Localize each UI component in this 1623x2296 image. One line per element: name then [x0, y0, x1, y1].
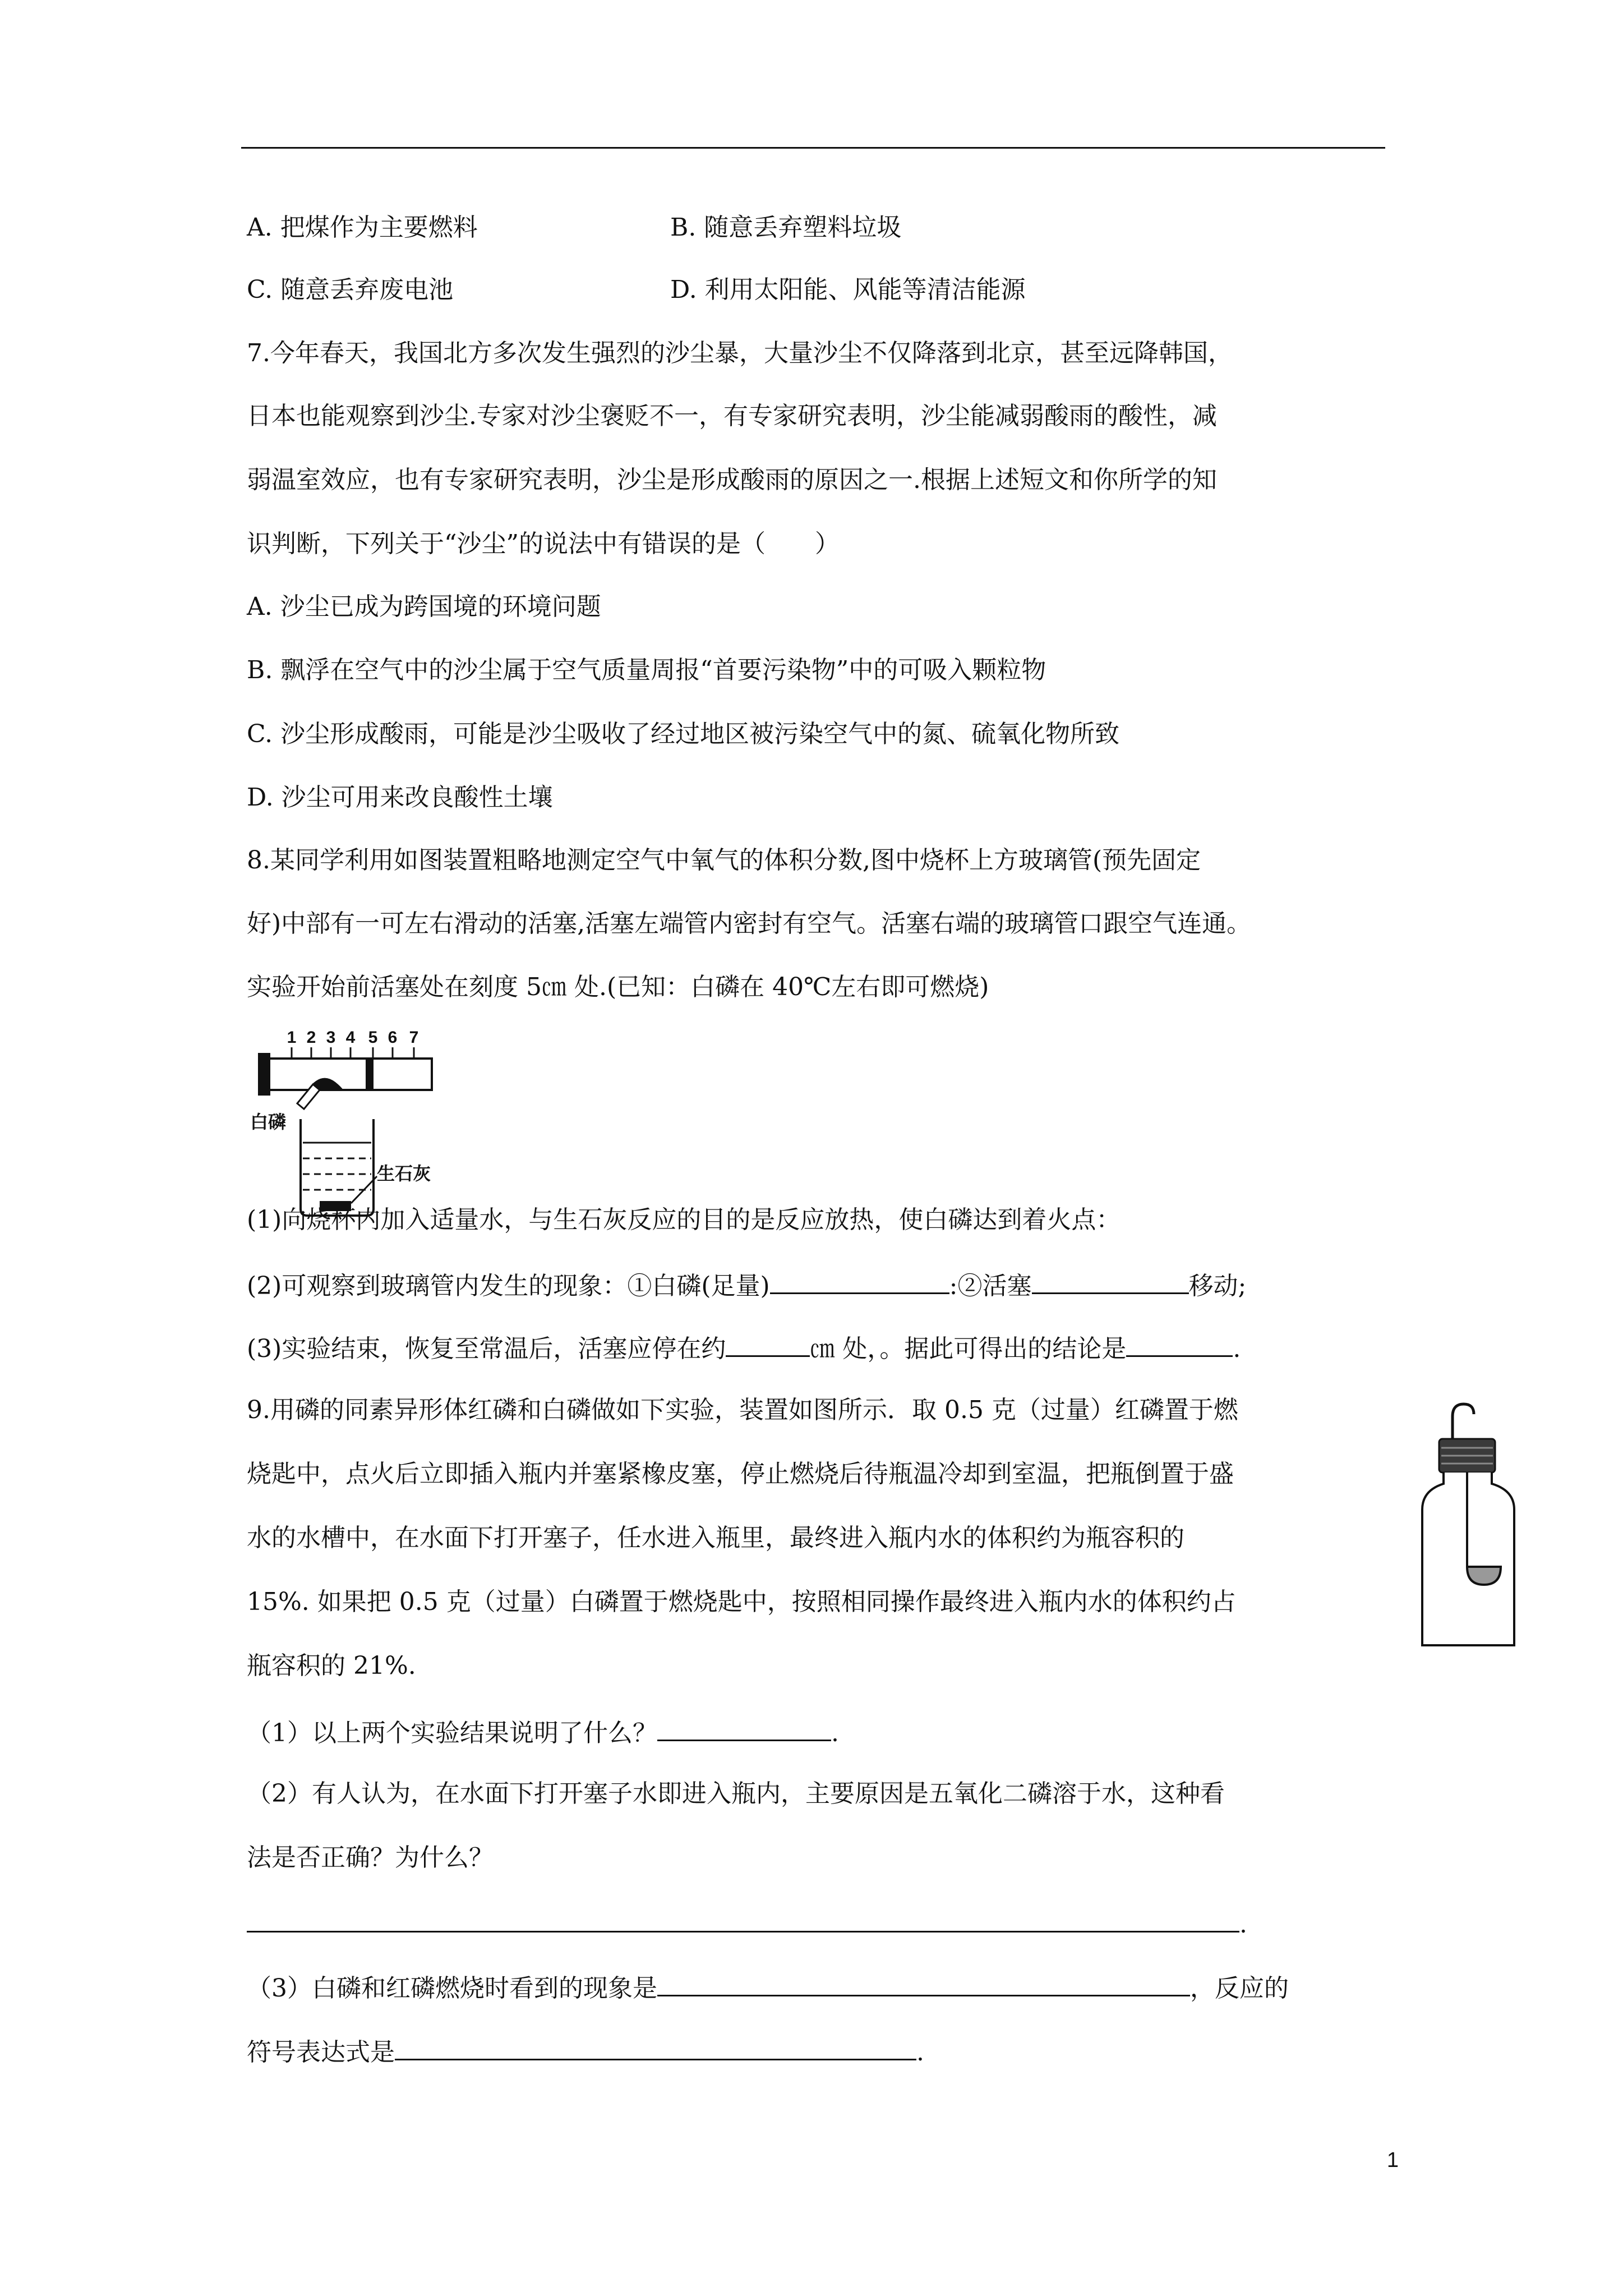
q9-sub-3-text-a: （3）白磷和红磷燃烧时看到的现象是	[247, 1974, 657, 2003]
combustion-spoon	[1467, 1567, 1501, 1585]
q8-apparatus-figure	[247, 1024, 516, 1287]
header-rule	[241, 147, 1385, 149]
glass-tube	[264, 1059, 432, 1090]
q8-sub-2	[247, 1267, 1246, 1303]
q9-line-2: 烧匙中，点火后立即插入瓶内并塞紧橡皮塞，停止燃烧后待瓶温冷却到室温，把瓶倒置于盛	[247, 1460, 1234, 1488]
page-number: 1	[1386, 2148, 1399, 2172]
q9-line-1: 9.用磷的同素异形体红磷和白磷做如下实验，装置如图所示．取 0.5 克（过量）红磷置于燃	[247, 1396, 1238, 1424]
label-quicklime: 生石灰	[377, 1163, 431, 1184]
q8-sub-1: (1)向烧杯内加入适量水，与生石灰反应的目的是反应放热，使白磷达到着火点：	[247, 1205, 1121, 1234]
q8-blank-conclusion[interactable]	[1126, 1329, 1233, 1357]
q9-line-3: 水的水槽中，在水面下打开塞子，任水进入瓶里，最终进入瓶内水的体积约为瓶容积的	[247, 1524, 1184, 1552]
q8-sub-2-text-b: :②活塞	[949, 1272, 1032, 1300]
q9-sub-3-line-1	[247, 1969, 1289, 2005]
q9-line-4: 15%. 如果把 0.5 克（过量）白磷置于燃烧匙中，按照相同操作最终进入瓶内水的体积约占	[247, 1588, 1236, 1616]
scale-numbers	[287, 1028, 419, 1047]
scale-3: 3	[326, 1028, 336, 1047]
q8-sub-2-text-a: (2)可观察到玻璃管内发生的现象：①白磷(足量)	[247, 1272, 770, 1300]
q8-sub-3-text-b: ㎝ 处，。据此可得出的结论是	[810, 1335, 1127, 1363]
q7-option-b: B. 飘浮在空气中的沙尘属于空气质量周报“首要污染物”中的可吸入颗粒物	[247, 656, 1046, 684]
water-lines	[303, 1143, 371, 1190]
scale-1: 1	[287, 1028, 297, 1047]
scale-4: 4	[345, 1028, 356, 1047]
q6-option-b: B. 随意丢弃塑料垃圾	[670, 213, 902, 242]
q8-line-2: 好)中部有一可左右滑动的活塞,活塞左端管内密封有空气。活塞右端的玻璃管口跟空气连通。	[247, 909, 1252, 938]
q7-line-2: 日本也能观察到沙尘.专家对沙尘褒贬不一，有专家研究表明，沙尘能减弱酸雨的酸性，减	[247, 402, 1217, 430]
q7-option-d: D. 沙尘可用来改良酸性土壤	[247, 783, 553, 812]
q8-blank-phosphorus[interactable]	[770, 1267, 949, 1294]
q8-blank-scale[interactable]	[726, 1329, 810, 1357]
q9-blank-reason[interactable]	[247, 1905, 1239, 1932]
q8-sub-3-text-a: (3)实验结束，恢复至常温后，活塞应停在约	[247, 1335, 726, 1363]
label-white-phosphorus: 白磷	[250, 1112, 287, 1132]
q6-option-d: D. 利用太阳能、风能等清洁能源	[670, 275, 1026, 304]
q9-sub-2-answer	[247, 1905, 1247, 1941]
q7-line-4: 识判断，下列关于“沙尘”的说法中有错误的是（ ）	[247, 530, 840, 558]
q8-line-1: 8.某同学利用如图装置粗略地测定空气中氧气的体积分数,图中烧杯上方玻璃管(预先固定	[247, 846, 1201, 875]
q7-option-c: C. 沙尘形成酸雨，可能是沙尘吸收了经过地区被污染空气中的氮、硫氧化物所致	[247, 720, 1120, 748]
q8-blank-piston[interactable]	[1032, 1267, 1189, 1294]
q9-sub-2-end: .	[1239, 1910, 1247, 1939]
q9-sub-3-text-d: .	[916, 2038, 924, 2067]
q9-sub-1-text: （1）以上两个实验结果说明了什么？	[247, 1719, 657, 1747]
q9-sub-3-line-2	[247, 2033, 924, 2069]
q7-line-3: 弱温室效应，也有专家研究表明，沙尘是形成酸雨的原因之一.根据上述短文和你所学的知	[247, 466, 1217, 494]
tube-stopper	[258, 1053, 270, 1096]
scale-7: 7	[409, 1028, 419, 1047]
scale-2: 2	[306, 1028, 316, 1047]
q8-line-3: 实验开始前活塞处在刻度 5㎝ 处.(已知：白磷在 40℃左右即可燃烧)	[247, 973, 989, 1001]
q8-sub-3-text-c: .	[1233, 1335, 1241, 1363]
q8-sub-3	[247, 1329, 1241, 1366]
q9-sub-3-text-c: 符号表达式是	[247, 2038, 395, 2067]
scale-5: 5	[368, 1028, 378, 1047]
q9-line-5: 瓶容积的 21%.	[247, 1651, 416, 1680]
q8-sub-2-text-c: 移动;	[1188, 1272, 1247, 1300]
spoon-handle-hook	[1453, 1404, 1474, 1439]
q9-blank-results[interactable]	[657, 1714, 831, 1741]
q9-blank-equation[interactable]	[395, 2033, 916, 2060]
q9-sub-2-line-2: 法是否正确？为什么？	[247, 1843, 494, 1872]
piston	[366, 1057, 374, 1091]
q7-option-a: A. 沙尘已成为跨国境的环境问题	[247, 592, 601, 621]
q9-blank-phenomenon[interactable]	[657, 1969, 1190, 1996]
scale-6: 6	[388, 1028, 398, 1047]
q9-sub-1-end: .	[831, 1719, 839, 1747]
q6-option-a: A. 把煤作为主要燃料	[247, 213, 478, 242]
q6-option-c: C. 随意丢弃废电池	[247, 275, 454, 304]
q9-sub-2-line-1: （2）有人认为，在水面下打开塞子水即进入瓶内，主要原因是五氧化二磷溶于水，这种看	[247, 1779, 1225, 1808]
q9-sub-1	[247, 1714, 839, 1750]
q9-bottle-figure	[1419, 1400, 1520, 1652]
q9-sub-3-text-b: ，反应的	[1190, 1974, 1289, 2003]
q7-line-1: 7.今年春天，我国北方多次发生强烈的沙尘暴，大量沙尘不仅降落到北京，甚至远降韩国，	[247, 339, 1233, 367]
